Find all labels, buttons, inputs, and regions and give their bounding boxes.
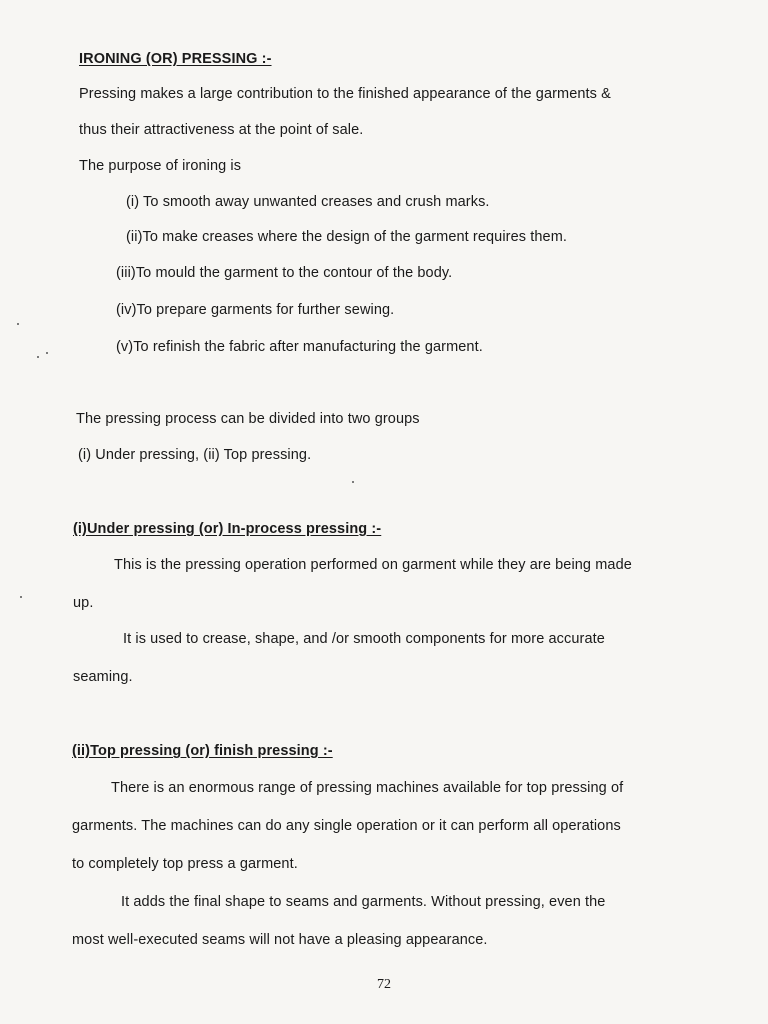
purpose-label: The purpose of ironing is — [79, 158, 242, 174]
purpose-item-5: (v)To refinish the fabric after manufacturing the garment. — [116, 339, 483, 355]
section-heading-ironing: IRONING (OR) PRESSING :- — [79, 51, 272, 67]
purpose-item-2: (ii)To make creases where the design of the garment requires them. — [126, 229, 567, 245]
purpose-item-1: (i) To smooth away unwanted creases and crush marks. — [126, 194, 490, 210]
scan-speck — [20, 596, 22, 598]
top-pressing-para2-line1: It adds the final shape to seams and garments. Without pressing, even the — [121, 894, 606, 910]
intro-line-2: thus their attractiveness at the point of sale. — [79, 122, 364, 138]
scan-speck — [352, 481, 354, 483]
top-pressing-para2-line2: most well-executed seams will not have a pleasing appearance. — [72, 932, 488, 948]
top-pressing-para1-line1: There is an enormous range of pressing machines available for top pressing of — [111, 780, 624, 796]
groups-line-2: (i) Under pressing, (ii) Top pressing. — [78, 447, 312, 463]
under-pressing-para1-line2: up. — [73, 595, 94, 611]
under-pressing-para2-line2: seaming. — [73, 669, 133, 685]
purpose-item-4: (iv)To prepare garments for further sewing. — [116, 302, 395, 318]
top-pressing-para1-line3: to completely top press a garment. — [72, 856, 298, 872]
under-pressing-para1-line1: This is the pressing operation performed on garment while they are being made — [114, 557, 632, 573]
scan-speck — [37, 356, 39, 358]
intro-line-1: Pressing makes a large contribution to the finished appearance of the garments & — [79, 86, 611, 102]
section-heading-top-pressing: (ii)Top pressing (or) finish pressing :- — [72, 743, 333, 759]
page-number: 72 — [377, 977, 391, 992]
groups-line-1: The pressing process can be divided into two groups — [76, 411, 420, 427]
top-pressing-para1-line2: garments. The machines can do any single operation or it can perform all operations — [72, 818, 621, 834]
purpose-item-3: (iii)To mould the garment to the contour of the body. — [116, 265, 453, 281]
section-heading-under-pressing: (i)Under pressing (or) In-process pressing :- — [73, 521, 382, 537]
scan-speck — [17, 323, 19, 325]
under-pressing-para2-line1: It is used to crease, shape, and /or smooth components for more accurate — [123, 631, 605, 647]
scan-speck — [46, 352, 48, 354]
